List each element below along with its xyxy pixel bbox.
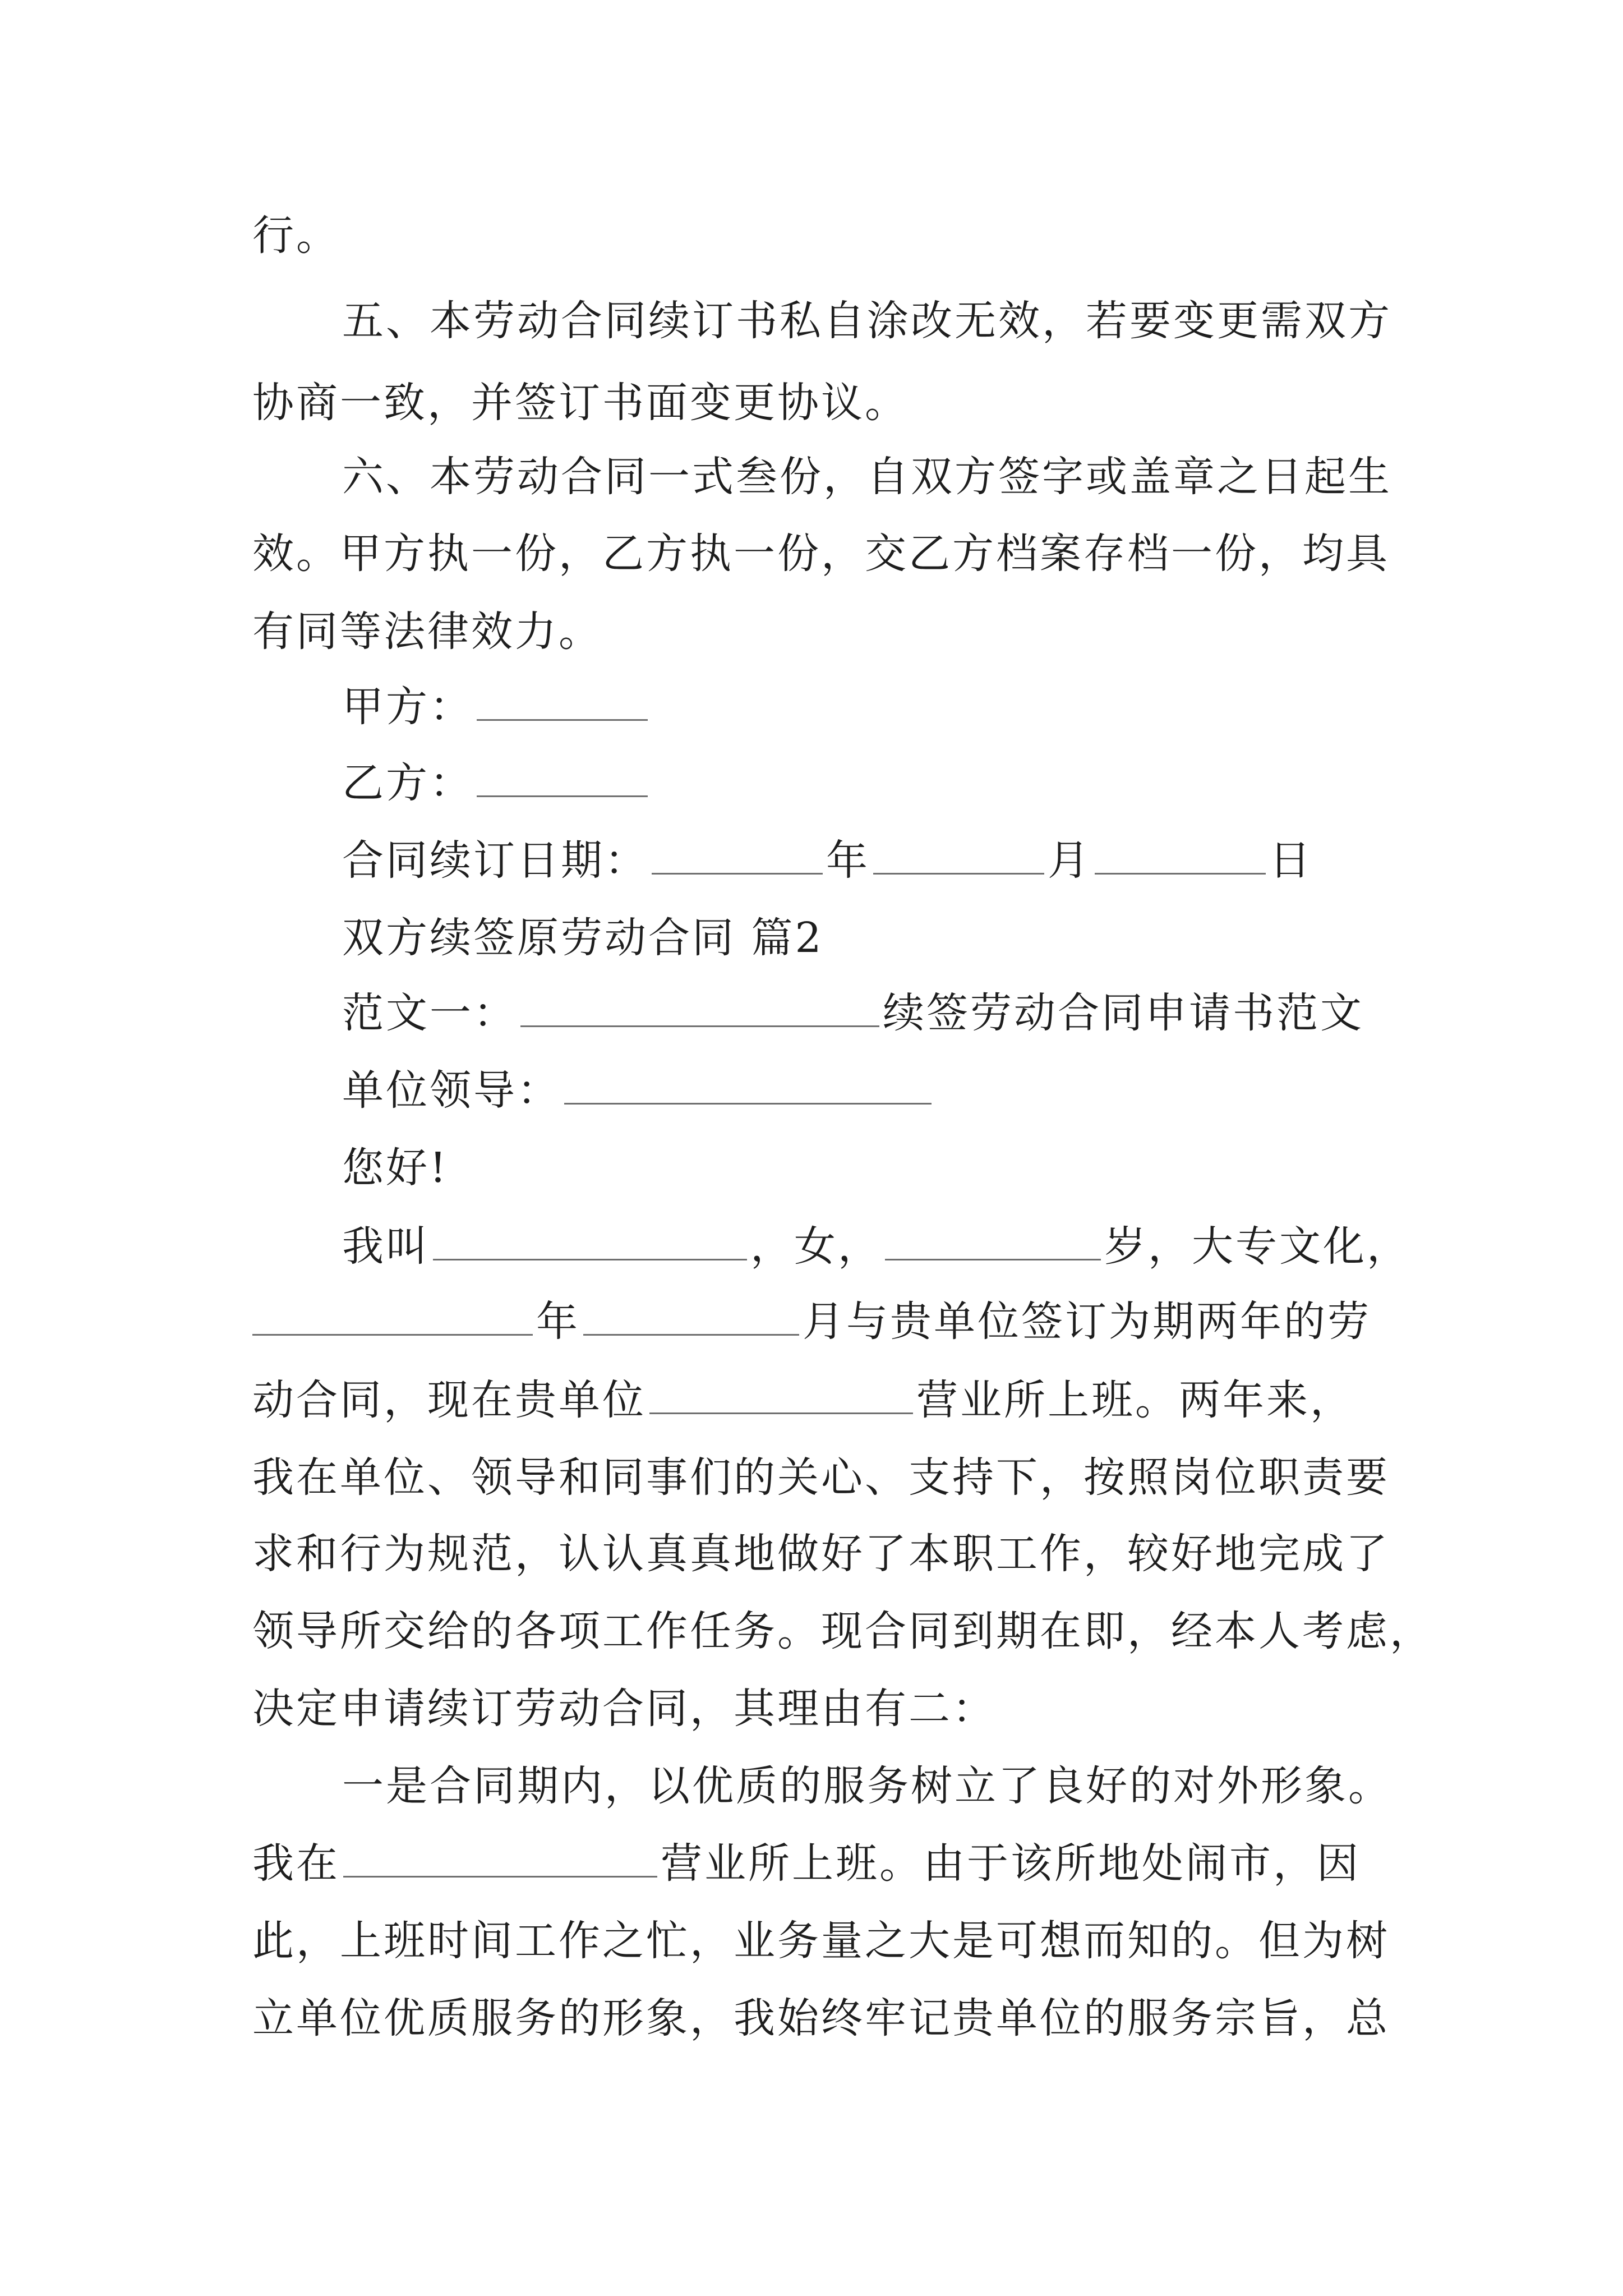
clause-5-line-2 [252, 375, 909, 431]
text-segment: 月与贵单位签订为期两年的劳 [803, 1297, 1371, 1346]
reason-1-line-1 [342, 1758, 1392, 1814]
body-line [252, 1681, 996, 1737]
line-text: 一是合同期内，以优质的服务树立了良好的对外形象。 [342, 1762, 1392, 1810]
name-blank [433, 1248, 747, 1260]
party-a-label: 甲方： [342, 683, 473, 731]
party-a-line [342, 679, 651, 735]
line-text: 效。甲方执一份，乙方执一份，交乙方档案存档一份，均具 [252, 530, 1390, 578]
line-text: 行。 [252, 211, 340, 260]
clause-5-line-1 [342, 293, 1392, 349]
line-text: 五、本劳动合同续订书私自涂改无效，若要变更需双方 [342, 297, 1392, 345]
text-segment: 我在 [252, 1839, 340, 1888]
party-b-line [342, 755, 651, 811]
age-blank [885, 1248, 1101, 1260]
text-segment: 动合同，现在贵单位 [252, 1376, 646, 1424]
sample-title: 续签劳动合同申请书范文 [883, 989, 1364, 1037]
contract-year-blank [252, 1323, 533, 1336]
text-segment: 我叫 [342, 1222, 430, 1271]
body-line [252, 1450, 1390, 1506]
line-text: 协商一致，并签订书面变更协议。 [252, 379, 909, 427]
line-text: 领导所交给的各项工作任务。现合同到期在即，经本人考虑， [252, 1607, 1433, 1655]
text-segment: 营业所上班。由于该所地处闹市，因 [661, 1839, 1361, 1888]
sample-blank [520, 1014, 879, 1027]
text-segment: 岁，大专文化， [1104, 1222, 1410, 1271]
reason-1-line-3 [252, 1913, 1390, 1969]
month-label: 月 [1048, 836, 1091, 885]
year-label: 年 [826, 836, 870, 885]
line-text: 我在单位、领导和同事们的关心、支持下，按照岗位职责要 [252, 1453, 1390, 1502]
clause-6-line-3 [252, 604, 602, 660]
sample-label: 范文一： [342, 989, 517, 1037]
intro-line-1 [342, 1218, 1410, 1274]
day-blank [1095, 862, 1266, 875]
addressee-label: 单位领导： [342, 1066, 561, 1115]
section-heading-text: 双方续签原劳动合同 篇2 [342, 914, 824, 962]
addressee-line [342, 1062, 935, 1119]
greeting-text: 您好! [342, 1144, 449, 1192]
year-blank [652, 862, 823, 875]
reason-1-line-4 [252, 1990, 1390, 2046]
section-heading [342, 910, 824, 966]
line-text: 决定申请续订劳动合同，其理由有二： [252, 1685, 996, 1733]
day-label: 日 [1269, 836, 1313, 885]
reason-1-line-2 [252, 1835, 1361, 1892]
branch-blank-2 [343, 1865, 657, 1878]
clause-6-line-1 [342, 449, 1392, 505]
addressee-blank [564, 1092, 932, 1105]
line-text: 立单位优质服务的形象，我始终牢记贵单位的服务宗旨，总 [252, 1994, 1390, 2042]
line-text: 此，上班时间工作之忙，业务量之大是可想而知的。但为树 [252, 1917, 1390, 1965]
sample-title-line [342, 985, 1364, 1041]
text-segment: 营业所上班。两年来， [916, 1376, 1354, 1424]
branch-blank [649, 1401, 913, 1414]
party-a-blank [477, 708, 648, 721]
renewal-date-line [342, 832, 1313, 889]
line-text: 有同等法律效力。 [252, 608, 602, 656]
text-line [252, 208, 340, 264]
party-b-blank [477, 784, 648, 797]
body-line [252, 1526, 1390, 1582]
party-b-label: 乙方： [342, 759, 473, 807]
greeting-line [342, 1140, 449, 1196]
month-blank [873, 862, 1044, 875]
line-text: 求和行为规范，认认真真地做好了本职工作，较好地完成了 [252, 1530, 1390, 1578]
clause-6-line-2 [252, 526, 1390, 582]
body-line [252, 1603, 1433, 1659]
intro-line-3 [252, 1372, 1354, 1428]
intro-line-2 [252, 1294, 1371, 1350]
text-segment: 年 [536, 1297, 580, 1346]
contract-month-blank [583, 1323, 799, 1336]
text-segment: ，女， [750, 1222, 882, 1271]
renewal-date-label: 合同续订日期： [342, 836, 648, 885]
line-text: 六、本劳动合同一式叁份，自双方签字或盖章之日起生 [342, 453, 1392, 501]
